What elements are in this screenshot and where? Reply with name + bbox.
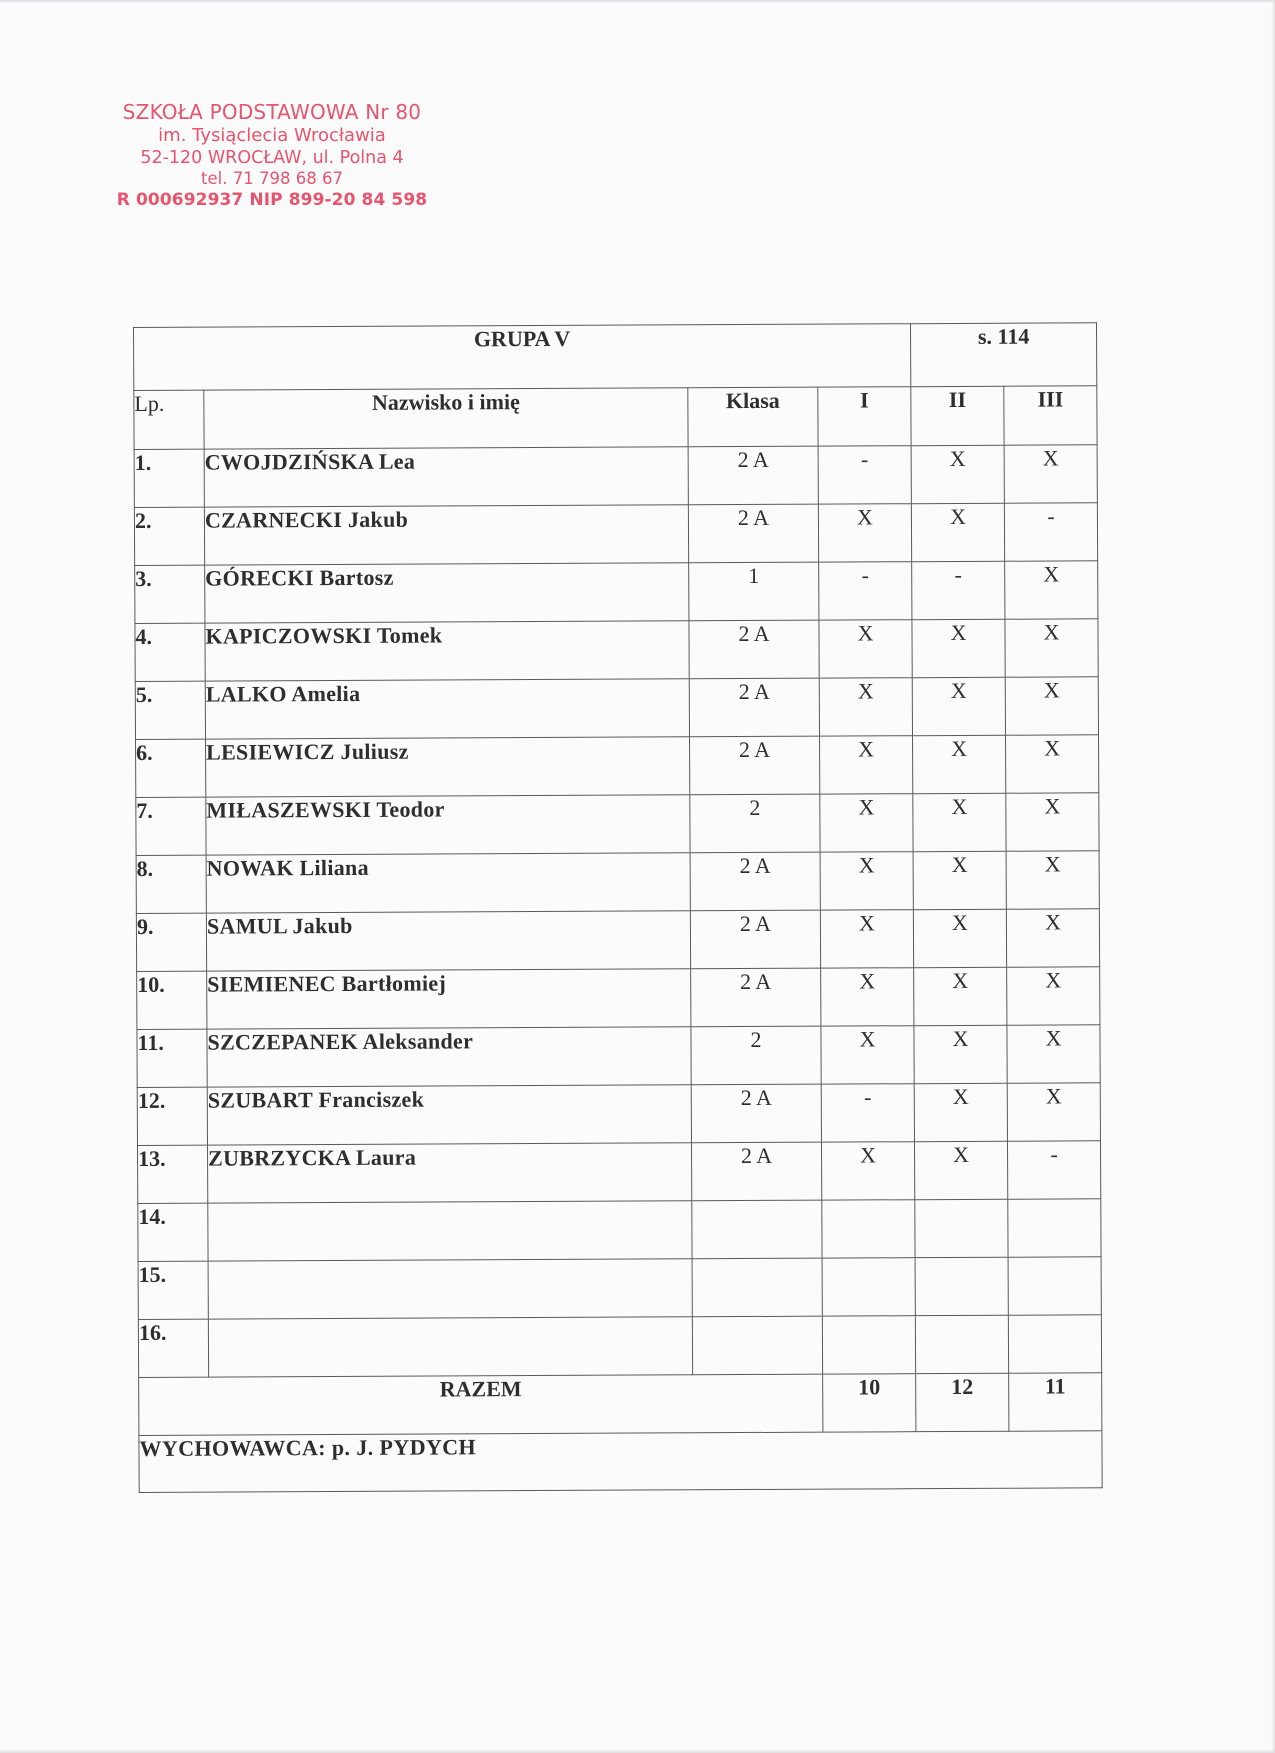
room-number: s. 114: [911, 323, 1097, 387]
register-table: [133, 322, 1103, 1493]
total-ii: 12: [916, 1373, 1009, 1431]
mark-iii: X: [1006, 793, 1099, 851]
row-number: 16.: [138, 1319, 208, 1377]
table-row: [137, 1141, 1100, 1204]
student-class: [692, 1200, 822, 1259]
header-iii: III: [1004, 386, 1097, 445]
total-i: 10: [823, 1374, 916, 1432]
table-row: [134, 445, 1097, 508]
row-number: 12.: [137, 1087, 207, 1145]
mark-i: [822, 1200, 915, 1258]
student-name: KAPICZOWSKI Tomek: [205, 621, 689, 681]
stamp-address: 52-120 WROCŁAW, ul. Polna 4: [140, 147, 404, 168]
row-number: 14.: [138, 1203, 208, 1261]
student-class: [692, 1316, 822, 1375]
mark-i: X: [820, 852, 913, 910]
row-number: 15.: [138, 1261, 208, 1319]
student-class: 2 A: [688, 504, 818, 563]
mark-i: -: [819, 562, 912, 620]
student-class: 2 A: [691, 1084, 821, 1143]
group-title: GRUPA V: [134, 324, 911, 391]
mark-ii: X: [913, 735, 1006, 793]
mark-i: X: [819, 678, 912, 736]
mark-i: X: [821, 968, 914, 1026]
table-row: [137, 1083, 1100, 1146]
stamp-school-name: SZKOŁA PODSTAWOWA Nr 80: [122, 100, 422, 124]
header-ii: II: [911, 386, 1004, 445]
mark-ii: X: [913, 909, 1006, 967]
table-row: [138, 1315, 1101, 1378]
student-class: 2: [691, 1026, 821, 1085]
table-row: [135, 561, 1098, 624]
total-label: RAZEM: [139, 1374, 823, 1435]
mark-iii: X: [1006, 735, 1099, 793]
mark-iii: X: [1007, 967, 1100, 1025]
total-iii: 11: [1009, 1373, 1102, 1431]
mark-i: [822, 1316, 915, 1374]
mark-iii: -: [1004, 503, 1097, 561]
student-name: CZARNECKI Jakub: [204, 505, 688, 565]
mark-ii: [915, 1257, 1008, 1315]
student-class: 2 A: [689, 620, 819, 679]
row-number: 3.: [135, 565, 205, 623]
student-name: LESIEWICZ Juliusz: [206, 737, 690, 797]
table-row: [135, 677, 1098, 740]
student-name: MIŁASZEWSKI Teodor: [206, 795, 690, 855]
mark-ii: X: [913, 851, 1006, 909]
mark-iii: X: [1005, 677, 1098, 735]
mark-ii: X: [913, 793, 1006, 851]
mark-iii: X: [1006, 909, 1099, 967]
student-name: LALKO Amelia: [205, 679, 689, 739]
row-number: 8.: [136, 855, 206, 913]
student-name: [208, 1259, 692, 1319]
school-stamp: [112, 100, 432, 211]
mark-ii: X: [915, 1141, 1008, 1199]
mark-i: X: [819, 620, 912, 678]
mark-ii: X: [914, 1083, 1007, 1141]
header-name: Nazwisko i imię: [204, 388, 688, 449]
row-number: 4.: [135, 623, 205, 681]
table-row: [136, 851, 1099, 914]
student-name: SAMUL Jakub: [206, 911, 690, 971]
student-class: 1: [689, 562, 819, 621]
table-row: [136, 793, 1099, 856]
mark-i: [822, 1258, 915, 1316]
footer-row: [139, 1431, 1102, 1493]
mark-ii: -: [912, 561, 1005, 619]
mark-iii: X: [1005, 619, 1098, 677]
row-number: 5.: [135, 681, 205, 739]
student-class: 2 A: [690, 910, 820, 969]
row-number: 1.: [134, 449, 204, 507]
mark-i: -: [818, 446, 911, 504]
mark-i: X: [821, 1026, 914, 1084]
row-number: 9.: [136, 913, 206, 971]
mark-ii: X: [912, 619, 1005, 677]
student-class: 2 A: [691, 1142, 821, 1201]
mark-iii: X: [1004, 445, 1097, 503]
student-class: 2 A: [691, 968, 821, 1027]
student-name: [208, 1317, 692, 1377]
title-row: [134, 323, 1097, 391]
table-row: [138, 1257, 1101, 1320]
mark-iii: X: [1007, 1025, 1100, 1083]
table-row: [137, 1025, 1100, 1088]
header-klasa: Klasa: [688, 387, 818, 447]
scan-edge-right: [1271, 0, 1275, 1753]
row-number: 2.: [134, 507, 204, 565]
mark-ii: [915, 1199, 1008, 1257]
student-class: 2 A: [688, 446, 818, 505]
table-row: [135, 619, 1098, 682]
student-name: SZCZEPANEK Aleksander: [207, 1027, 691, 1087]
student-class: [692, 1258, 822, 1317]
table-row: [136, 909, 1099, 972]
mark-ii: X: [912, 677, 1005, 735]
mark-i: X: [821, 1142, 914, 1200]
student-name: ZUBRZYCKA Laura: [207, 1143, 691, 1203]
table-row: [138, 1199, 1101, 1262]
mark-iii: X: [1007, 1083, 1100, 1141]
header-row: [134, 386, 1097, 450]
mark-i: X: [818, 504, 911, 562]
stamp-registry-numbers: R 000692937 NIP 899-20 84 598: [116, 190, 428, 210]
total-row: [139, 1373, 1102, 1436]
scan-edge-top: [0, 0, 1275, 3]
table-row: [134, 503, 1097, 566]
mark-iii: -: [1008, 1141, 1101, 1199]
stamp-phone: tel. 71 798 68 67: [201, 169, 343, 189]
mark-ii: X: [914, 967, 1007, 1025]
student-name: SZUBART Franciszek: [207, 1085, 691, 1145]
mark-i: X: [820, 736, 913, 794]
student-class: 2: [690, 794, 820, 853]
mark-iii: X: [1006, 851, 1099, 909]
mark-iii: [1008, 1257, 1101, 1315]
mark-iii: [1008, 1315, 1101, 1373]
student-name: NOWAK Liliana: [206, 853, 690, 913]
header-i: I: [818, 387, 911, 446]
student-class: 2 A: [690, 736, 820, 795]
student-class: 2 A: [689, 678, 819, 737]
student-class: 2 A: [690, 852, 820, 911]
row-number: 11.: [137, 1029, 207, 1087]
student-name: SIEMIENEC Bartłomiej: [207, 969, 691, 1029]
group-register: [133, 322, 1102, 1493]
mark-i: X: [820, 910, 913, 968]
mark-iii: [1008, 1199, 1101, 1257]
homeroom-teacher: WYCHOWAWCA: p. J. PYDYCH: [139, 1431, 1102, 1493]
stamp-patron: im. Tysiąclecia Wrocławia: [158, 125, 386, 146]
table-row: [136, 735, 1099, 798]
row-number: 7.: [136, 797, 206, 855]
mark-ii: X: [911, 445, 1004, 503]
row-number: 6.: [136, 739, 206, 797]
mark-ii: [915, 1315, 1008, 1373]
mark-ii: X: [911, 503, 1004, 561]
mark-iii: X: [1005, 561, 1098, 619]
student-name: CWOJDZIŃSKA Lea: [204, 447, 688, 507]
scan-edge-bottom: [0, 1749, 1275, 1753]
student-name: GÓRECKI Bartosz: [205, 563, 689, 623]
row-number: 10.: [137, 971, 207, 1029]
mark-i: -: [821, 1084, 914, 1142]
table-row: [137, 967, 1100, 1030]
header-lp: Lp.: [134, 390, 204, 449]
mark-i: X: [820, 794, 913, 852]
mark-ii: X: [914, 1025, 1007, 1083]
row-number: 13.: [137, 1145, 207, 1203]
student-name: [208, 1201, 692, 1261]
